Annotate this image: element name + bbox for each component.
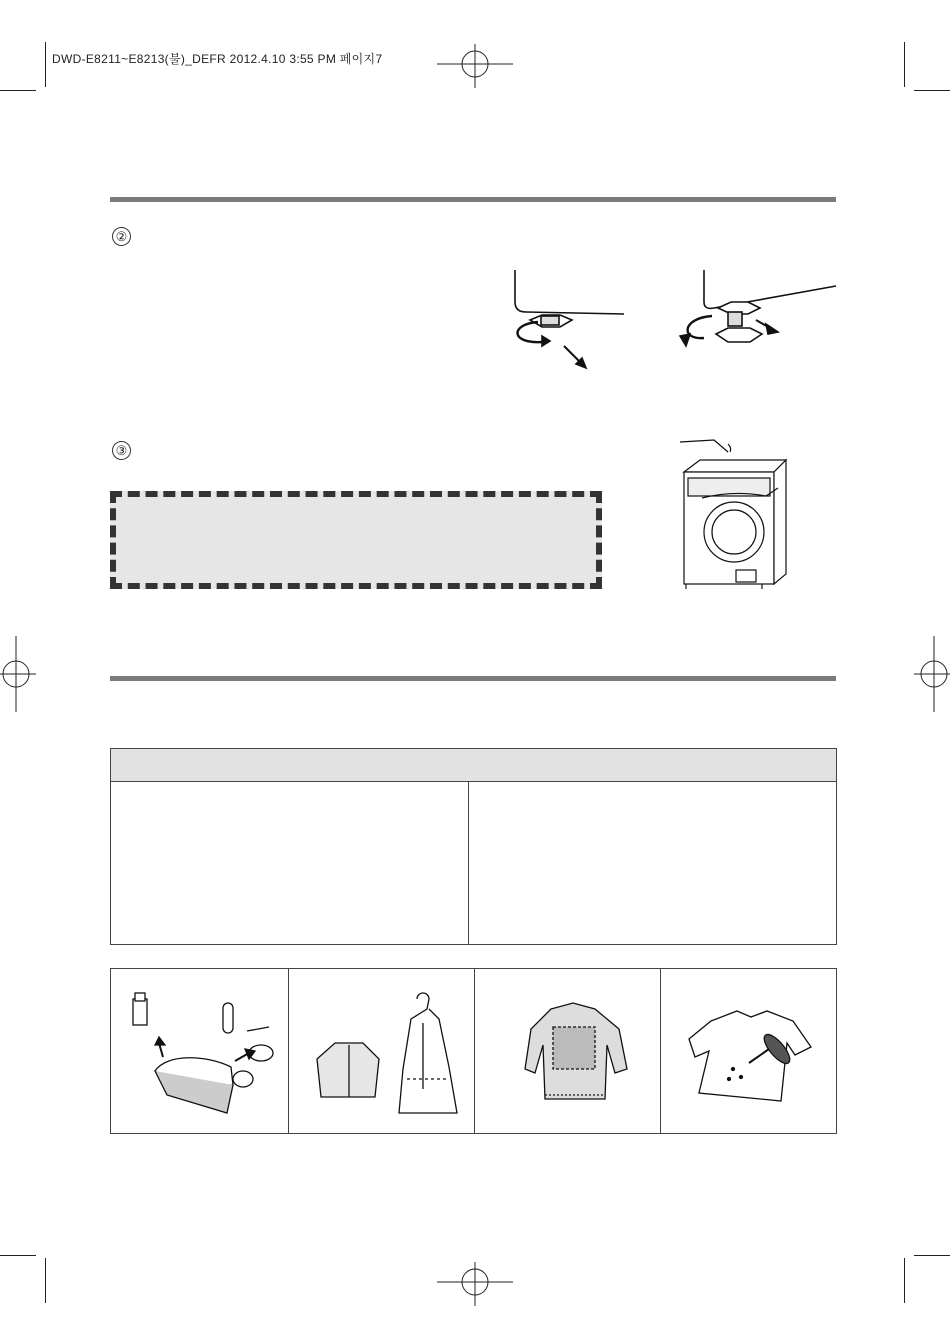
- print-header: DWD-E8211~E8213(불)_DEFR 2012.4.10 3:55 PM 페이지7: [52, 52, 383, 66]
- close-zippers-illustration: [307, 989, 467, 1119]
- adjustable-foot-diagram-right: [676, 270, 836, 360]
- machine-level-check-illustration: [674, 434, 794, 594]
- empty-pockets-illustration: [127, 991, 277, 1116]
- turn-inside-out-illustration: [523, 999, 633, 1109]
- step-2-number: ②: [112, 227, 131, 246]
- pretreat-stains-illustration: [689, 999, 819, 1109]
- info-table-divider: [468, 782, 469, 944]
- empty-pockets-cell: [111, 969, 289, 1133]
- section-rule-2: [110, 676, 836, 681]
- info-table-header: [111, 749, 836, 782]
- section-rule-1: [110, 197, 836, 202]
- close-zippers-cell: [289, 969, 475, 1133]
- adjustable-foot-diagram-left: [500, 270, 640, 370]
- note-box: [110, 491, 602, 589]
- laundry-prep-illustrations: [110, 968, 837, 1134]
- info-table: [110, 748, 837, 945]
- pretreat-stains-cell: [661, 969, 836, 1133]
- step-3-number: ③: [112, 441, 131, 460]
- turn-inside-out-cell: [475, 969, 661, 1133]
